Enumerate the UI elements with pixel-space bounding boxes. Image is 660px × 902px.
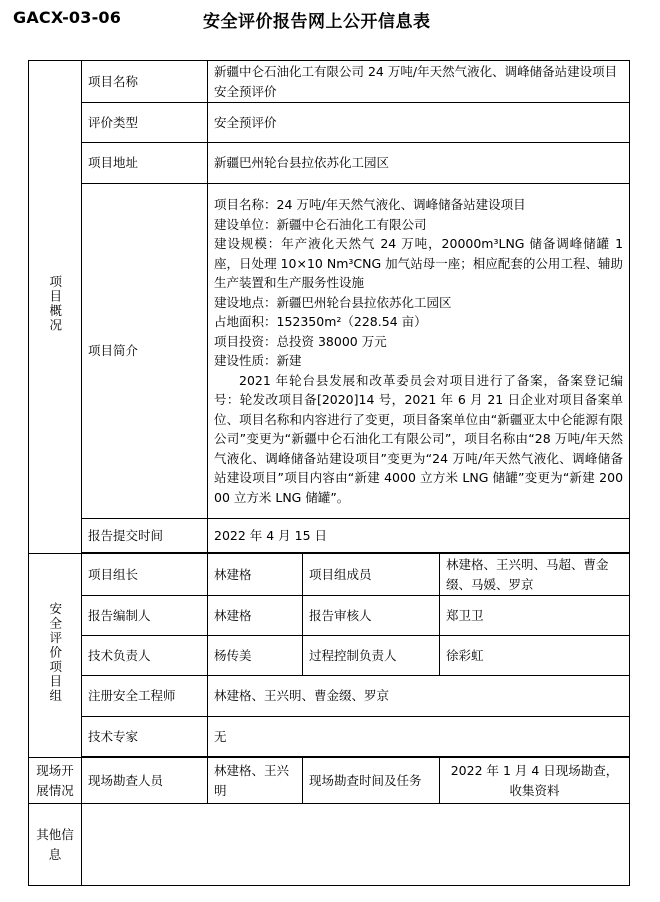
intro-line: 项目投资：总投资 38000 万元 <box>214 333 387 349</box>
address-label: 项目地址 <box>82 143 208 184</box>
engineers-value: 林建格、王兴明、曹金缀、罗京 <box>208 676 630 717</box>
row-author <box>29 596 630 636</box>
reviewer-label: 报告审核人 <box>303 596 440 636</box>
author-label: 报告编制人 <box>82 596 208 636</box>
row-intro <box>29 184 630 519</box>
form-code: GACX-03-06 <box>13 8 122 27</box>
leader-value: 林建格 <box>208 554 303 596</box>
address-value: 新疆巴州轮台县拉依苏化工园区 <box>208 143 630 184</box>
section-other: 其他信息 <box>29 804 82 886</box>
row-engineers <box>29 676 630 717</box>
eval-type-label: 评价类型 <box>82 103 208 143</box>
info-table <box>28 60 630 886</box>
expert-value: 无 <box>208 717 630 757</box>
project-name-value: 新疆中仑石油化工有限公司 24 万吨/年天然气液化、调峰储备站建设项目安全预评价 <box>208 61 630 103</box>
section-label: 项目概况 <box>47 275 63 334</box>
other-value <box>82 804 630 886</box>
row-project-name <box>29 61 630 103</box>
surveyors-value: 林建格、王兴明 <box>208 758 303 804</box>
engineers-label: 注册安全工程师 <box>82 676 208 717</box>
intro-line: 占地面积：152350m²（228.54 亩） <box>214 314 427 329</box>
row-site <box>29 758 630 804</box>
project-name-label: 项目名称 <box>82 61 208 103</box>
intro-line: 项目名称：24 万吨/年天然气液化、调峰储备站建设项目 <box>214 197 526 212</box>
section-team <box>29 554 82 758</box>
submit-time-label: 报告提交时间 <box>82 519 208 553</box>
row-tech-lead <box>29 636 630 676</box>
intro-line: 建设单位：新疆中仑石油化工有限公司 <box>214 216 427 232</box>
tech-lead-value: 杨传美 <box>208 636 303 676</box>
survey-time-label: 现场勘查时间及任务 <box>303 758 440 804</box>
surveyors-label: 现场勘查人员 <box>82 758 208 804</box>
row-eval-type <box>29 103 630 143</box>
survey-time-value: 2022 年 1 月 4 日现场勘查，收集资料 <box>440 758 630 804</box>
intro-line: 建设性质：新建 <box>214 353 302 368</box>
members-label: 项目组成员 <box>303 554 440 596</box>
intro-value <box>208 184 630 519</box>
process-value: 徐彩虹 <box>440 636 630 676</box>
process-label: 过程控制负责人 <box>303 636 440 676</box>
section-project-overview <box>29 61 82 554</box>
page-title: 安全评价报告网上公开信息表 <box>203 12 431 32</box>
row-other <box>29 804 630 886</box>
leader-label: 项目组长 <box>82 554 208 596</box>
reviewer-value: 郑卫卫 <box>440 596 630 636</box>
section-label: 安全评价项目组 <box>47 602 63 704</box>
row-submit-time <box>29 519 630 553</box>
author-value: 林建格 <box>208 596 303 636</box>
intro-label: 项目简介 <box>82 184 208 519</box>
intro-line: 建设规模：年产液化天然气 24 万吨，20000m³LNG 储备调峰储罐 1 座，日处理 10×10 Nm³CNG 加气站母一座；相应配套的公用工程、辅助生产装置和生产服务性设施 <box>214 236 624 290</box>
members-value: 林建格、王兴明、马超、曹金缀、马媛、罗京 <box>440 554 630 596</box>
section-site: 现场开展情况 <box>29 758 82 804</box>
row-expert <box>29 717 630 757</box>
expert-label: 技术专家 <box>82 717 208 757</box>
eval-type-value: 安全预评价 <box>208 103 630 143</box>
row-address <box>29 143 630 184</box>
intro-paragraph: 2021 年轮台县发展和改革委员会对项目进行了备案，备案登记编号：轮发改项目备[2020]14 号，2021 年 6 月 21 日企业对项目备案单位、项目名称和内容进行了变更，项目备案单位由“新疆亚太中仑能源有限公司”变更为“新疆中仑石油化工有限公司”，项目名称由“28 万吨/年天然气液化、调峰储备站建设项目”变更为“24 万吨/年天然气液化、调峰储备站建设项目”项目内容由“新建 4000 立方米 LNG 储罐”变更为“新建 20000 立方米 LNG 储罐”。 <box>214 372 624 505</box>
submit-time-value: 2022 年 4 月 15 日 <box>208 519 630 553</box>
row-leader <box>29 554 630 596</box>
tech-lead-label: 技术负责人 <box>82 636 208 676</box>
intro-line: 建设地点：新疆巴州轮台县拉依苏化工园区 <box>214 294 452 310</box>
